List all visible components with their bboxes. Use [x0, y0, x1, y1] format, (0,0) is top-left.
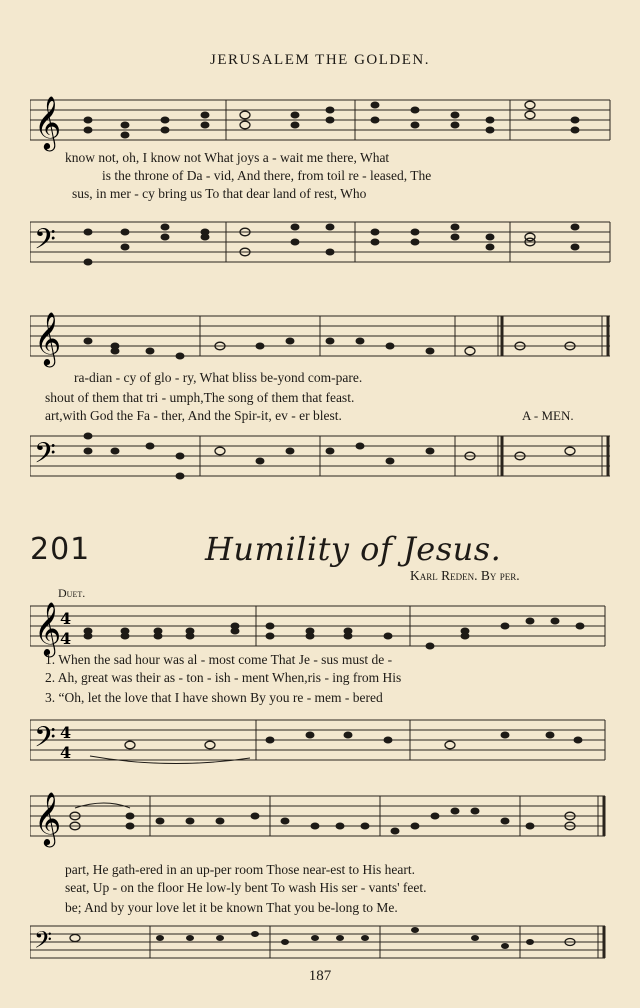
lyric-line: seat, Up - on the floor He low-ly bent To wash His ser - vants' feet.: [65, 880, 427, 895]
lyric-line: part, He gath-ered in an up-per room Those near-est to His heart.: [65, 862, 415, 877]
svg-text:𝄞: 𝄞: [34, 791, 62, 845]
svg-text:𝄢: 𝄢: [34, 926, 53, 959]
svg-text:4: 4: [60, 609, 72, 628]
svg-text:𝄢: 𝄢: [34, 437, 56, 477]
lyric-line: art,with God the Fa - ther, And the Spir-it, ev - er blest.: [45, 408, 342, 423]
lyric-line: shout of them that tri - umph,The song of them that feast.: [45, 390, 355, 405]
amen-label: A - MEN.: [522, 408, 574, 423]
bass-staff-2: [30, 428, 615, 488]
lyric-line: ra-dian - cy of glo - ry, What bliss be-yond com-pare.: [74, 370, 363, 385]
lyric-line: is the throne of Da - vid, And there, from toil re - leased, The: [102, 168, 432, 183]
treble-staff-1: [30, 92, 615, 152]
svg-text:𝄞: 𝄞: [34, 311, 62, 365]
treble-staff-3: [30, 598, 615, 658]
svg-text:𝄞: 𝄞: [34, 601, 62, 655]
treble-staff-2: [30, 308, 615, 368]
lyric-line: 2. Ah, great was their as - ton - ish - ment When,ris - ing from His: [45, 670, 402, 685]
lyric-line: sus, in mer - cy bring us To that dear land of rest, Who: [72, 186, 367, 201]
svg-text:4: 4: [60, 743, 72, 762]
bass-staff-3: [30, 712, 615, 772]
svg-text:𝄞: 𝄞: [34, 95, 62, 149]
bass-staff-1: [30, 214, 615, 274]
lyric-line: be; And by your love let it be known That you be-long to Me.: [65, 900, 398, 915]
treble-staff-4: [30, 786, 615, 850]
svg-text:4: 4: [60, 629, 72, 648]
lyric-line: know not, oh, I know not What joys a - wait me there, What: [65, 150, 390, 165]
bass-staff-4: [30, 920, 615, 966]
hymn-title-jerusalem: JERUSALEM THE GOLDEN.: [210, 52, 430, 68]
svg-text:𝄢: 𝄢: [34, 721, 56, 761]
lyric-line: 3. “Oh, let the love that I have shown By you re - mem - bered: [45, 690, 383, 705]
hymn-title: Humility of Jesus.: [205, 530, 502, 568]
lyric-line: 1. When the sad hour was al - most come That Je - sus must de -: [45, 652, 393, 667]
page-number: 187: [308, 968, 332, 984]
part-label: Duet.: [58, 586, 86, 600]
hymn-number: 201: [30, 532, 91, 567]
svg-text:𝄢: 𝄢: [34, 223, 56, 263]
composer-credit: Karl Reden. By per.: [410, 568, 520, 583]
svg-text:4: 4: [60, 723, 72, 742]
